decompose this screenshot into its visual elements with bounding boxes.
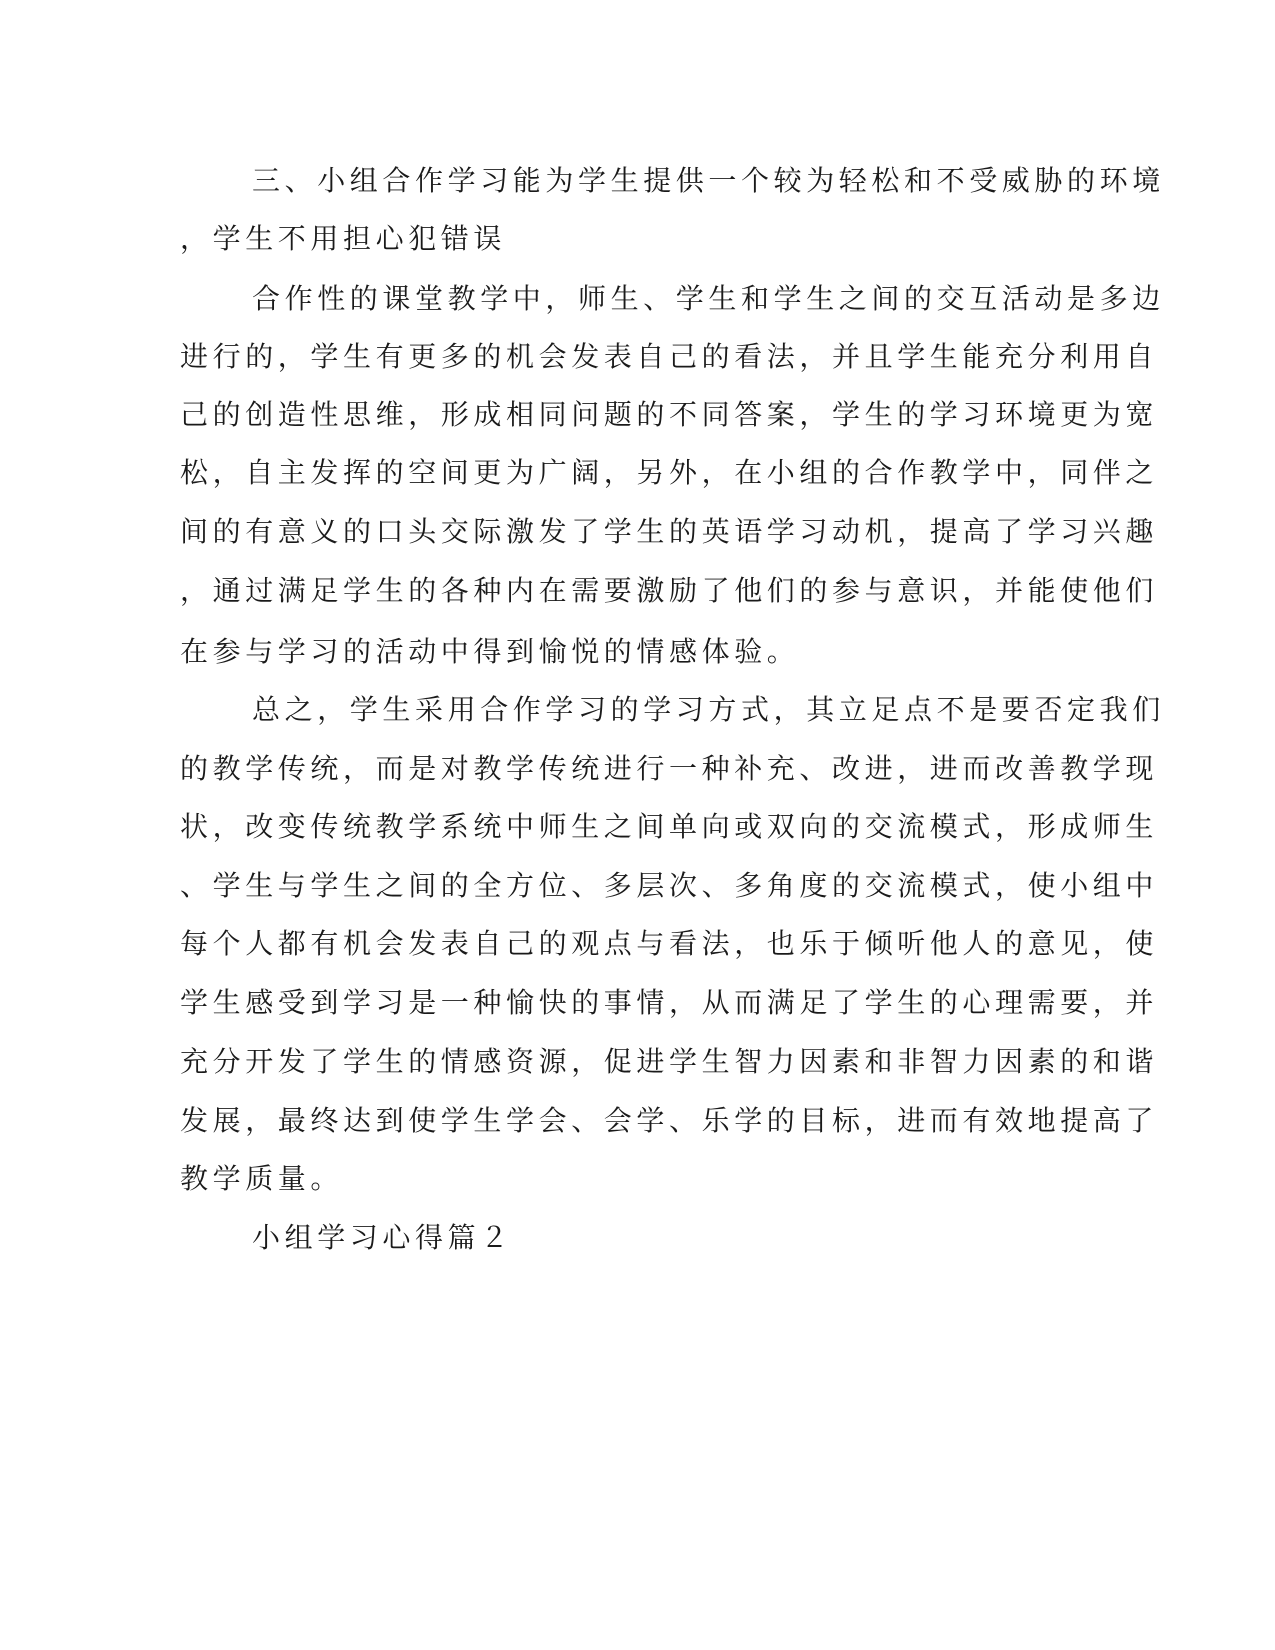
- heading-line-1: 三、小组合作学习能为学生提供一个较为轻松和不受威胁的环境: [252, 164, 1165, 197]
- paragraph-line: 学生感受到学习是一种愉快的事情，从而满足了学生的心理需要，并: [180, 986, 1159, 1019]
- paragraph-line: 每个人都有机会发表自己的观点与看法，也乐于倾听他人的意见，使: [180, 927, 1159, 960]
- heading-line-2: ，学生不用担心犯错误: [180, 222, 507, 255]
- paragraph-line: 发展，最终达到使学生学会、会学、乐学的目标，进而有效地提高了: [180, 1104, 1159, 1137]
- paragraph-line: 间的有意义的口头交际激发了学生的英语学习动机，提高了学习兴趣: [180, 515, 1159, 548]
- paragraph-line: 教学质量。: [180, 1162, 344, 1195]
- paragraph-line: 的教学传统，而是对教学传统进行一种补充、改进，进而改善教学现: [180, 752, 1159, 785]
- paragraph-line: 总之，学生采用合作学习的学习方式，其立足点不是要否定我们: [252, 693, 1165, 726]
- section-title: 小组学习心得篇２: [252, 1221, 513, 1254]
- paragraph-line: 充分开发了学生的情感资源，促进学生智力因素和非智力因素的和谐: [180, 1045, 1159, 1078]
- paragraph-line: 己的创造性思维，形成相同问题的不同答案，学生的学习环境更为宽: [180, 398, 1159, 431]
- paragraph-line: 、学生与学生之间的全方位、多层次、多角度的交流模式，使小组中: [180, 869, 1159, 902]
- paragraph-line: 合作性的课堂教学中，师生、学生和学生之间的交互活动是多边: [252, 282, 1165, 315]
- paragraph-line: 状，改变传统教学系统中师生之间单向或双向的交流模式，形成师生: [180, 810, 1159, 843]
- paragraph-line: 松，自主发挥的空间更为广阔，另外，在小组的合作教学中，同伴之: [180, 456, 1159, 489]
- paragraph-line: 在参与学习的活动中得到愉悦的情感体验。: [180, 635, 800, 668]
- paragraph-line: 进行的，学生有更多的机会发表自己的看法，并且学生能充分利用自: [180, 340, 1159, 373]
- paragraph-line: ，通过满足学生的各种内在需要激励了他们的参与意识，并能使他们: [180, 574, 1159, 607]
